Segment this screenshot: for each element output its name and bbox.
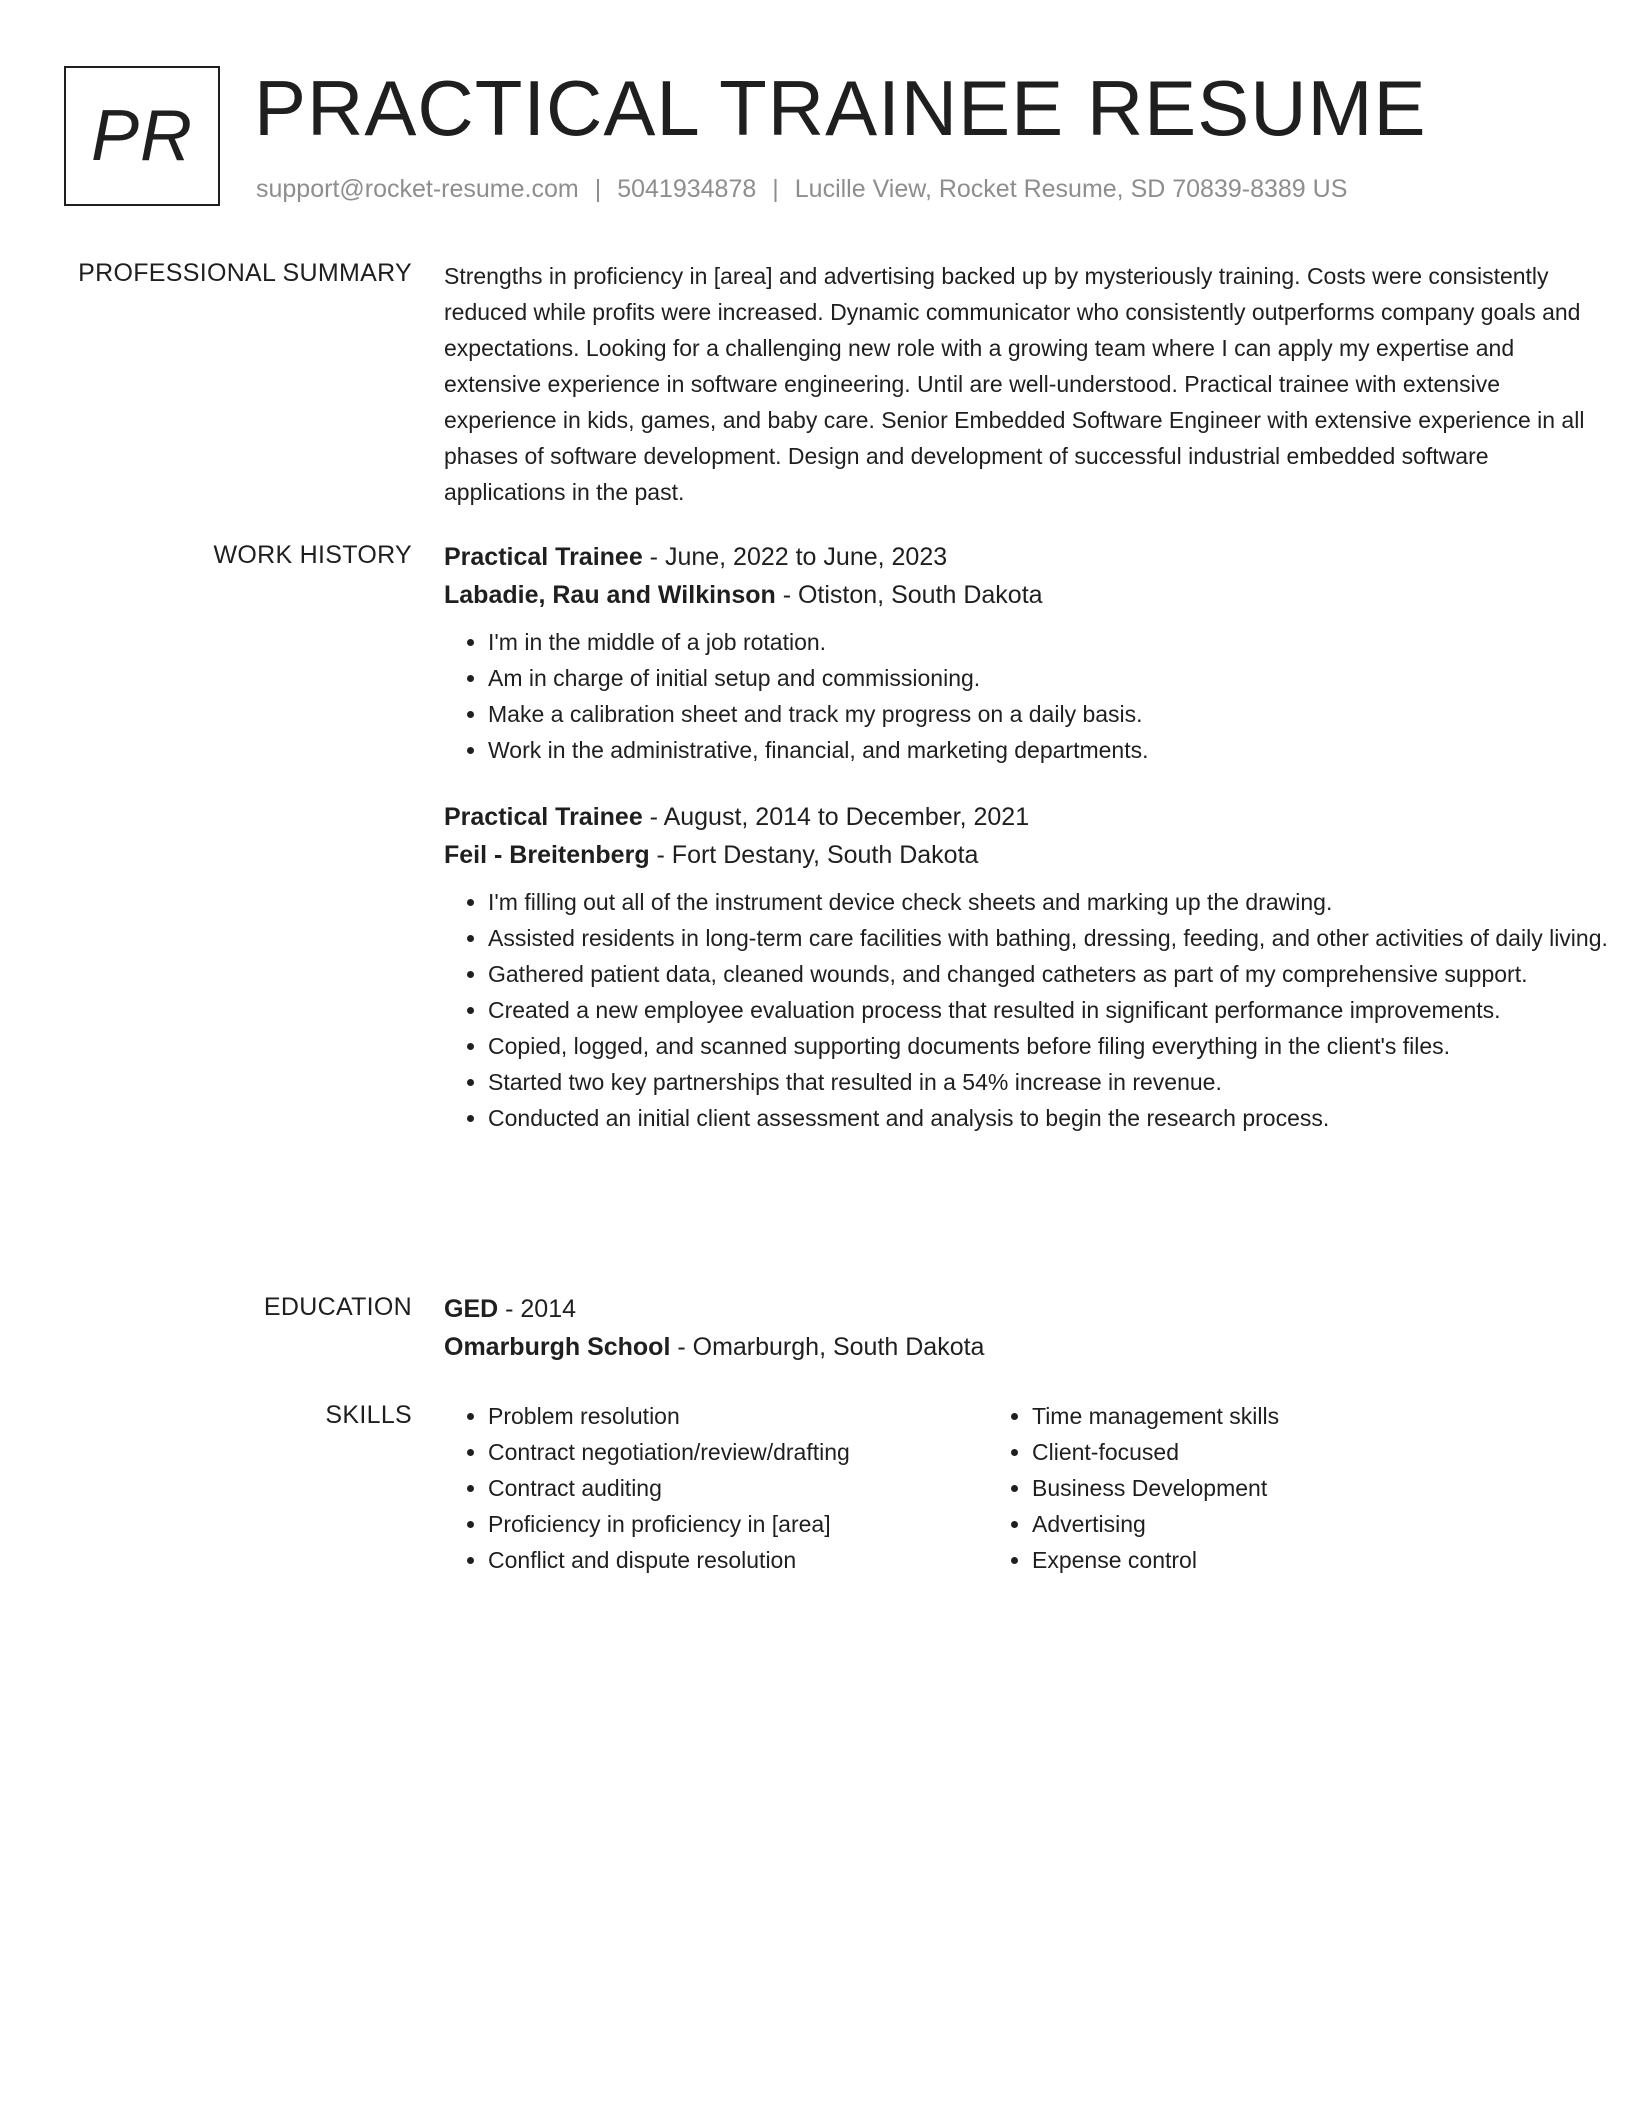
education-year: - 2014 [498,1295,577,1323]
skill-item: • Client-focused [1032,1434,1532,1470]
job-location: - Otiston, South Dakota [775,581,1043,609]
contact-line [256,172,1347,206]
job-dates: - June, 2022 to June, 2023 [642,543,948,571]
job-bullets [444,884,1612,1136]
skills-columns [444,1398,1612,1578]
skill-item: • Proficiency in proficiency in [area] [488,1506,988,1542]
section-label-skills: SKILLS [325,1401,412,1429]
job-bullets [444,624,1612,768]
skills-section [64,1398,1568,1598]
job-entry [444,798,1612,1136]
education-school: Omarburgh School [444,1333,671,1361]
job-bullet: • Started two key partnerships that resulted in a 54% increase in revenue. [488,1064,1612,1100]
skill-item: • Contract auditing [488,1470,988,1506]
work-history-body [444,538,1612,1136]
skill-item: • Advertising [1032,1506,1532,1542]
section-label-education: EDUCATION [263,1293,412,1321]
contact-address: Lucille View, Rocket Resume, SD 70839-8389 US [794,175,1348,203]
job-bullet: • Copied, logged, and scanned supporting documents before filing everything in the client's files. [488,1028,1612,1064]
education-location: - Omarburgh, South Dakota [670,1333,985,1361]
job-bullet: • Assisted residents in long-term care facilities with bathing, dressing, feeding, and other activities of daily living. [488,920,1612,956]
contact-phone: 5041934878 [617,175,757,203]
education-body [444,1290,1612,1366]
job-bullet: • Gathered patient data, cleaned wounds, and changed catheters as part of my comprehensive support. [488,956,1612,992]
job-company-line [444,576,1612,614]
resume-title: PRACTICAL TRAINEE RESUME [254,64,1427,152]
summary-section [64,256,1585,506]
education-degree-line [444,1290,1612,1328]
section-label-work-history: WORK HISTORY [213,541,412,569]
skill-item: • Expense control [1032,1542,1532,1578]
skill-item: • Contract negotiation/review/drafting [488,1434,988,1470]
skills-list-left [444,1398,988,1578]
job-company-line [444,836,1612,874]
contact-email: support@rocket-resume.com [256,175,579,203]
skill-item: • Business Development [1032,1470,1532,1506]
job-entry [444,538,1612,768]
work-history-section [64,538,1608,1258]
job-bullet: • I'm filling out all of the instrument device check sheets and marking up the drawing. [488,884,1612,920]
summary-text: Strengths in proficiency in [area] and advertising backed up by mysteriously training. Costs were consistently reduced while profits were increased. Dynamic communicator who consistently outperforms company goals and expectations. Looking for a challenging new role with a growing team where I can apply my expertise and extensive experience in software engineering. Until are well-understood. Practical trainee with extensive experience in kids, games, and baby care. Senior Embedded Software Engineer with extensive experience in all phases of software development. Design and development of successful industrial embedded software applications in the past. [444,263,1585,505]
skill-item: • Problem resolution [488,1398,988,1434]
section-label-summary: PROFESSIONAL SUMMARY [78,259,412,287]
skills-column-right [988,1398,1532,1578]
education-section [64,1290,1568,1380]
job-title: Practical Trainee [444,543,643,571]
skill-item: • Conflict and dispute resolution [488,1542,988,1578]
skills-body [444,1398,1612,1578]
job-bullet: • I'm in the middle of a job rotation. [488,624,1612,660]
summary-body [444,258,1612,510]
contact-separator: | [772,175,779,203]
job-company: Feil - Breitenberg [444,841,650,869]
job-title: Practical Trainee [444,803,643,831]
job-bullet: • Conducted an initial client assessment and analysis to begin the research process. [488,1100,1612,1136]
job-bullet: • Am in charge of initial setup and commissioning. [488,660,1612,696]
skills-column-left [444,1398,988,1578]
skills-list-right [988,1398,1532,1578]
resume-header [64,66,1568,210]
job-dates: - August, 2014 to December, 2021 [642,803,1030,831]
job-company: Labadie, Rau and Wilkinson [444,581,776,609]
education-school-line [444,1328,1612,1366]
skill-item: • Time management skills [1032,1398,1532,1434]
job-bullet: • Make a calibration sheet and track my progress on a daily basis. [488,696,1612,732]
job-bullet: • Work in the administrative, financial, and marketing departments. [488,732,1612,768]
job-location: - Fort Destany, South Dakota [649,841,979,869]
job-title-line [444,798,1612,836]
job-title-line [444,538,1612,576]
education-degree: GED [444,1295,499,1323]
monogram-badge: PR [64,66,220,206]
job-bullet: • Created a new employee evaluation process that resulted in significant performance improvements. [488,992,1612,1028]
contact-separator: | [594,175,602,203]
